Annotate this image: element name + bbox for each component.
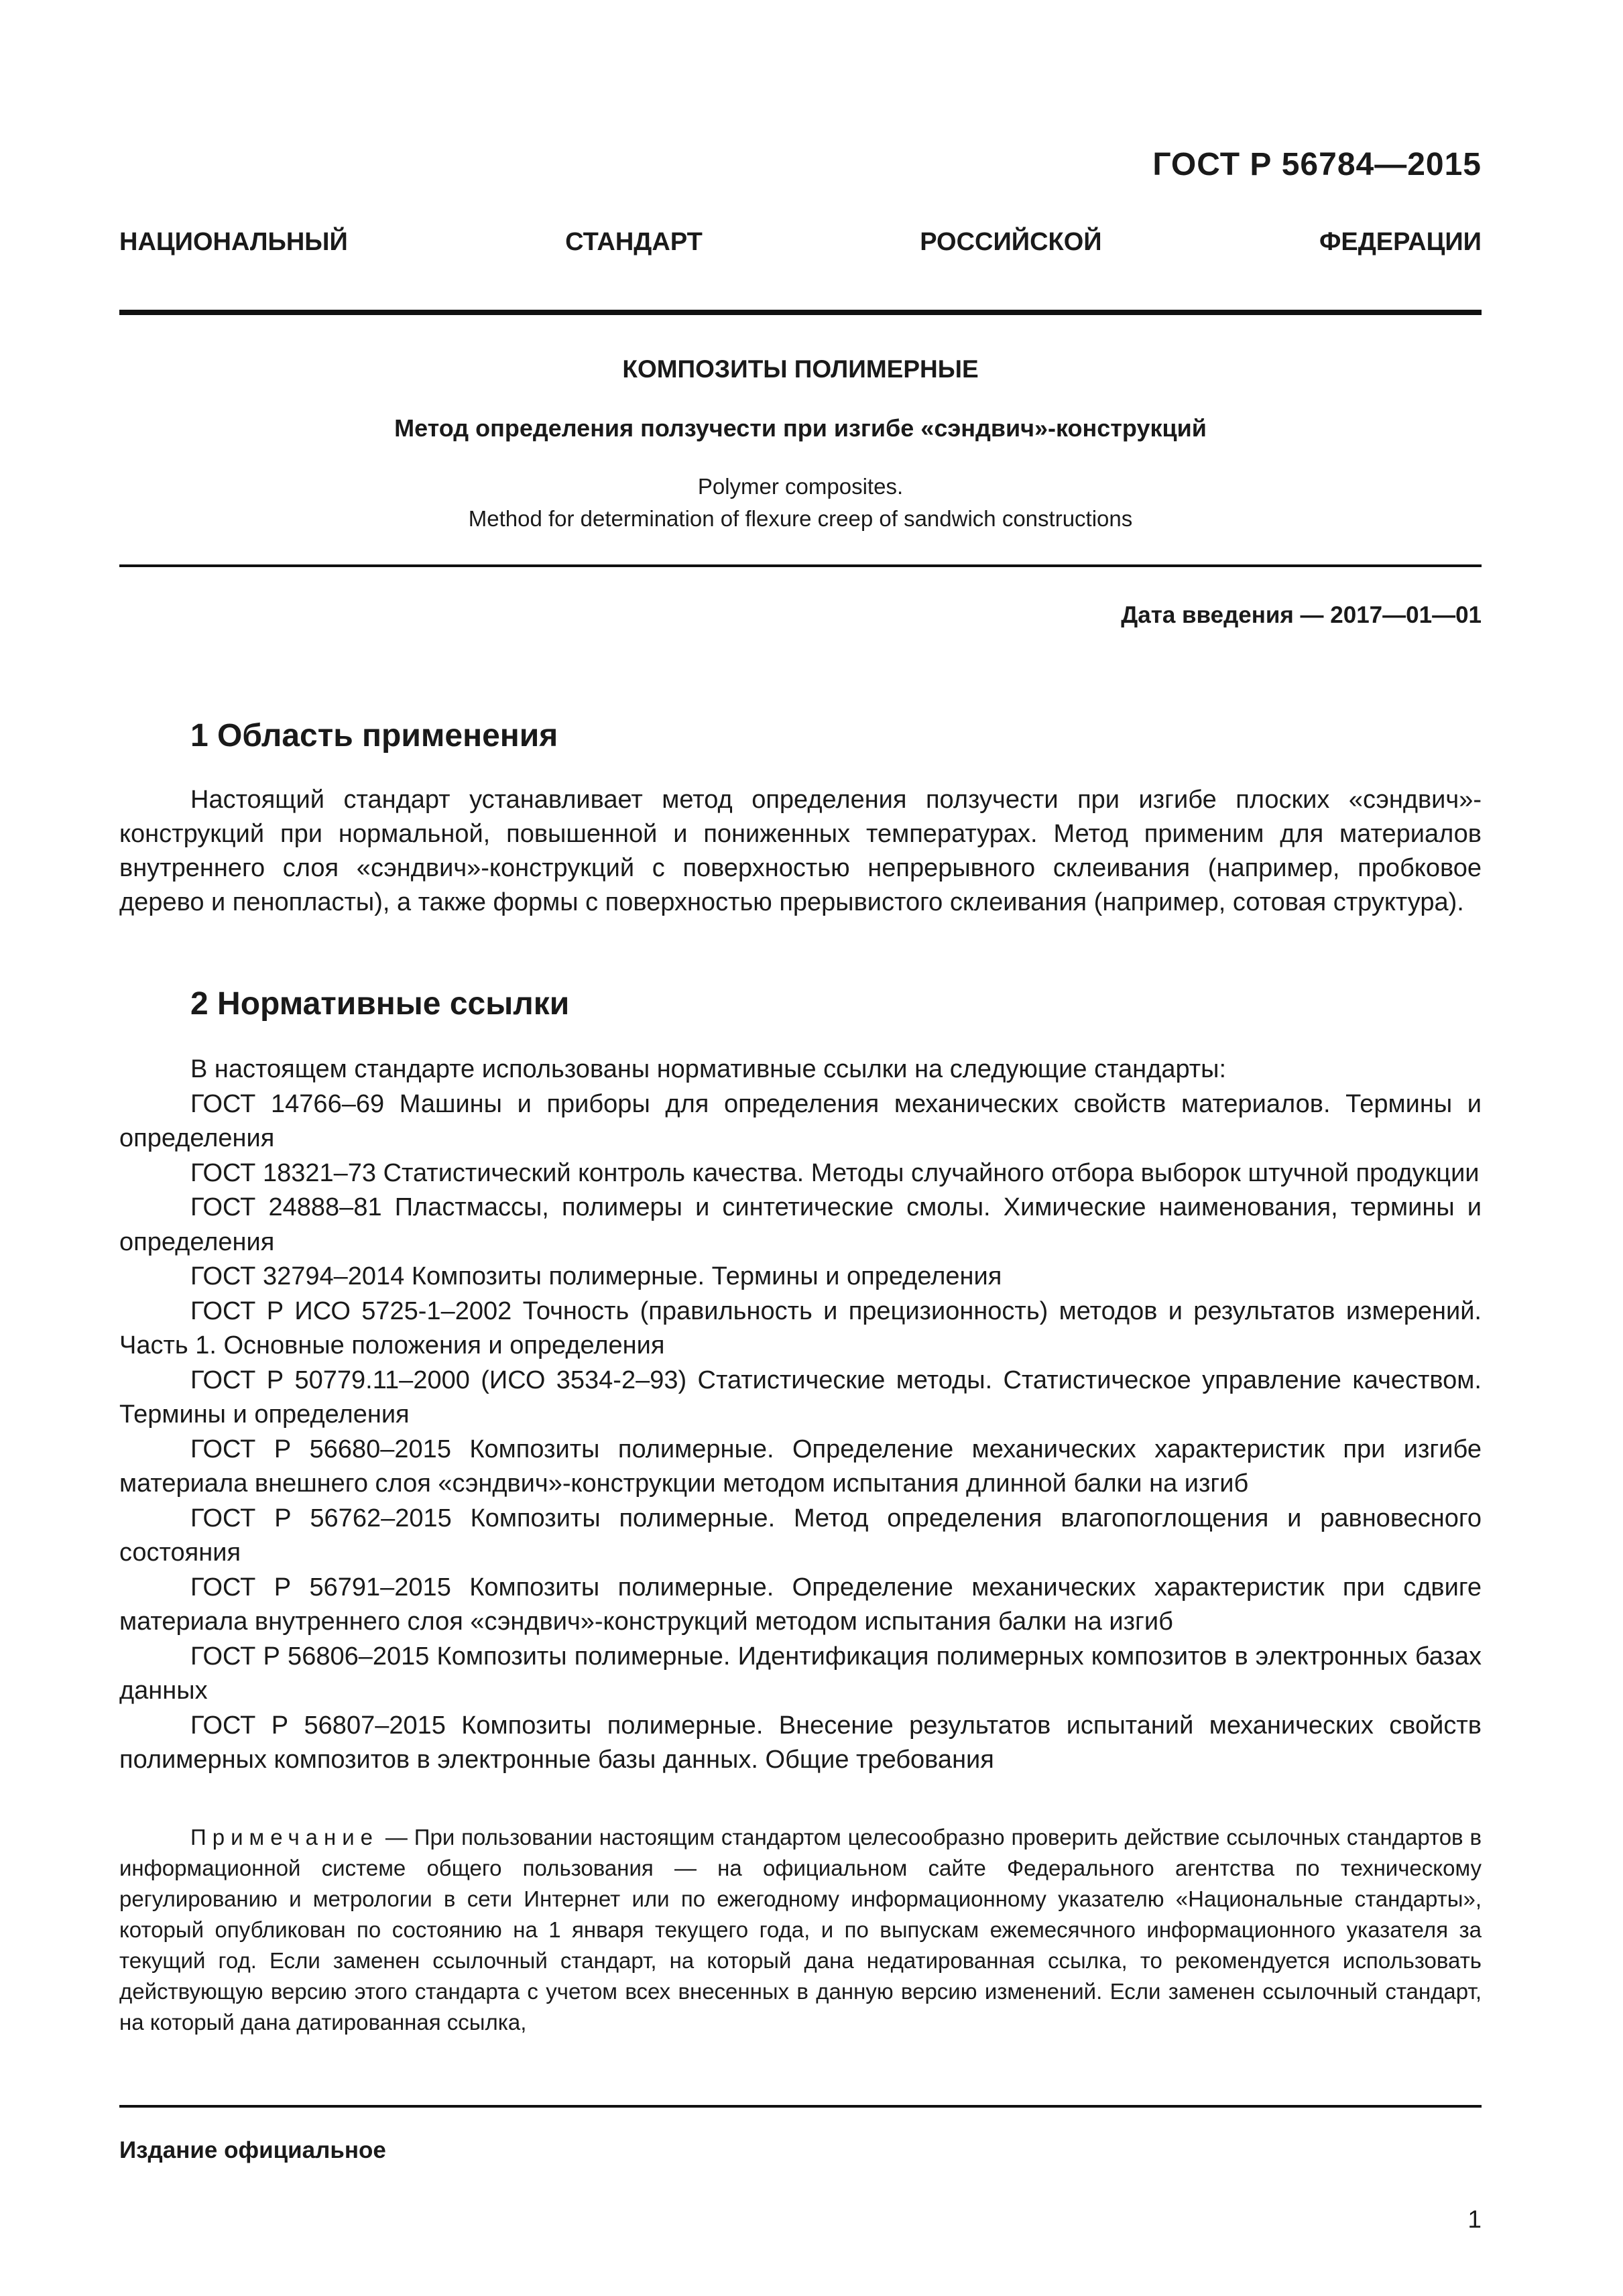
document-subtitle: Метод определения ползучести при изгибе «сэндвич»-конструкций	[394, 414, 1207, 442]
document-title: КОМПОЗИТЫ ПОЛИМЕРНЫЕ	[622, 355, 979, 383]
section-title: 1 Область применения	[190, 718, 558, 753]
national-word: ФЕДЕРАЦИИ	[1319, 228, 1482, 256]
reference-item: ГОСТ Р ИСО 5725-1–2002 Точность (правильность и прецизионность) методов и результатов измерений. Часть 1. Основные положения и определения	[119, 1296, 1482, 1360]
section-paragraph: Настоящий стандарт устанавливает метод определения ползучести при изгибе плоских «сэндвич»-конструкций при нормальной, повышенной и пониженных температурах. Метод применим для материалов внутреннего слоя «сэндвич»-конструкций с поверхностью непрерывного склеивания (например, пробковое дерево и пенопласты), а также формы с поверхностью прерывистого склеивания (например, сотовая структура).	[119, 786, 1482, 916]
national-word: СТАНДАРТ	[565, 228, 703, 256]
references-intro: В настоящем стандарте использованы нормативные ссылки на следующие стандарты:	[190, 1055, 1227, 1083]
reference-item: ГОСТ Р 56806–2015 Композиты полимерные. Идентификация полимерных композитов в электронных базах данных	[119, 1642, 1482, 1705]
english-title-line: Method for determination of flexure creep of sandwich constructions	[468, 506, 1133, 531]
header-divider	[119, 310, 1482, 315]
page-number: 1	[1467, 2206, 1482, 2233]
reference-item: ГОСТ 18321–73 Статистический контроль качества. Методы случайного отбора выборок штучной продукции	[190, 1158, 1480, 1187]
normative-references	[119, 1052, 1482, 1778]
reference-item: ГОСТ Р 56680–2015 Композиты полимерные. Определение механических характеристик при изгибе материала внешнего слоя «сэндвич»-конструкции методом испытания длинной балки на изгиб	[119, 1435, 1482, 1498]
title-divider	[119, 564, 1482, 567]
note-text: — При пользовании настоящим стандартом целесообразно проверить действие ссылочных стандартов в информационной системе общего пользования — на официальном сайте Федерального агентства по техническому регулированию и метрологии в сети Интернет или по ежегодному информационному указателю «Национальные стандарты», который опубликован по состоянию на 1 января текущего года, и по выпускам ежемесячного информационного указателя за текущий год. Если заменен ссылочный стандарт, на который дана недатированная ссылка, то рекомендуется использовать действующую версию этого стандарта с учетом всех внесенных в данную версию изменений. Если заменен ссылочный стандарт, на который дана датированная ссылка,	[119, 1825, 1482, 2035]
note-label: Примечание	[190, 1825, 379, 1850]
reference-item: ГОСТ 32794–2014 Композиты полимерные. Термины и определения	[190, 1262, 1002, 1290]
section-title: 2 Нормативные ссылки	[190, 986, 570, 1022]
reference-item: ГОСТ Р 56807–2015 Композиты полимерные. Внесение результатов испытаний механических свойств полимерных композитов в электронные базы данных. Общие требования	[119, 1711, 1482, 1774]
footer-divider	[119, 2105, 1482, 2108]
reference-item: ГОСТ Р 50779.11–2000 (ИСО 3534-2–93) Статистические методы. Статистическое управление качеством. Термины и определения	[119, 1366, 1482, 1429]
edition-label: Издание официальное	[119, 2137, 386, 2163]
gost-number: ГОСТ Р 56784—2015	[1152, 147, 1482, 182]
reference-item: ГОСТ Р 56762–2015 Композиты полимерные. Метод определения влагопоглощения и равновесного состояния	[119, 1504, 1482, 1567]
reference-item: ГОСТ 24888–81 Пластмассы, полимеры и синтетические смолы. Химические наименования, термины и определения	[119, 1193, 1482, 1256]
english-title	[119, 471, 1482, 535]
reference-item: ГОСТ Р 56791–2015 Композиты полимерные. Определение механических характеристик при сдвиге материала внутреннего слоя «сэндвич»-конструкций методом испытания балки на изгиб	[119, 1573, 1482, 1636]
english-title-line: Polymer composites.	[697, 474, 904, 499]
national-word: НАЦИОНАЛЬНЫЙ	[119, 228, 348, 256]
national-standard-heading	[119, 228, 1482, 257]
national-word: РОССИЙСКОЙ	[920, 228, 1102, 256]
reference-item: ГОСТ 14766–69 Машины и приборы для определения механических свойств материалов. Термины и определения	[119, 1089, 1482, 1152]
note-paragraph	[119, 1822, 1482, 2038]
introduction-date: Дата введения — 2017—01—01	[1121, 602, 1482, 628]
